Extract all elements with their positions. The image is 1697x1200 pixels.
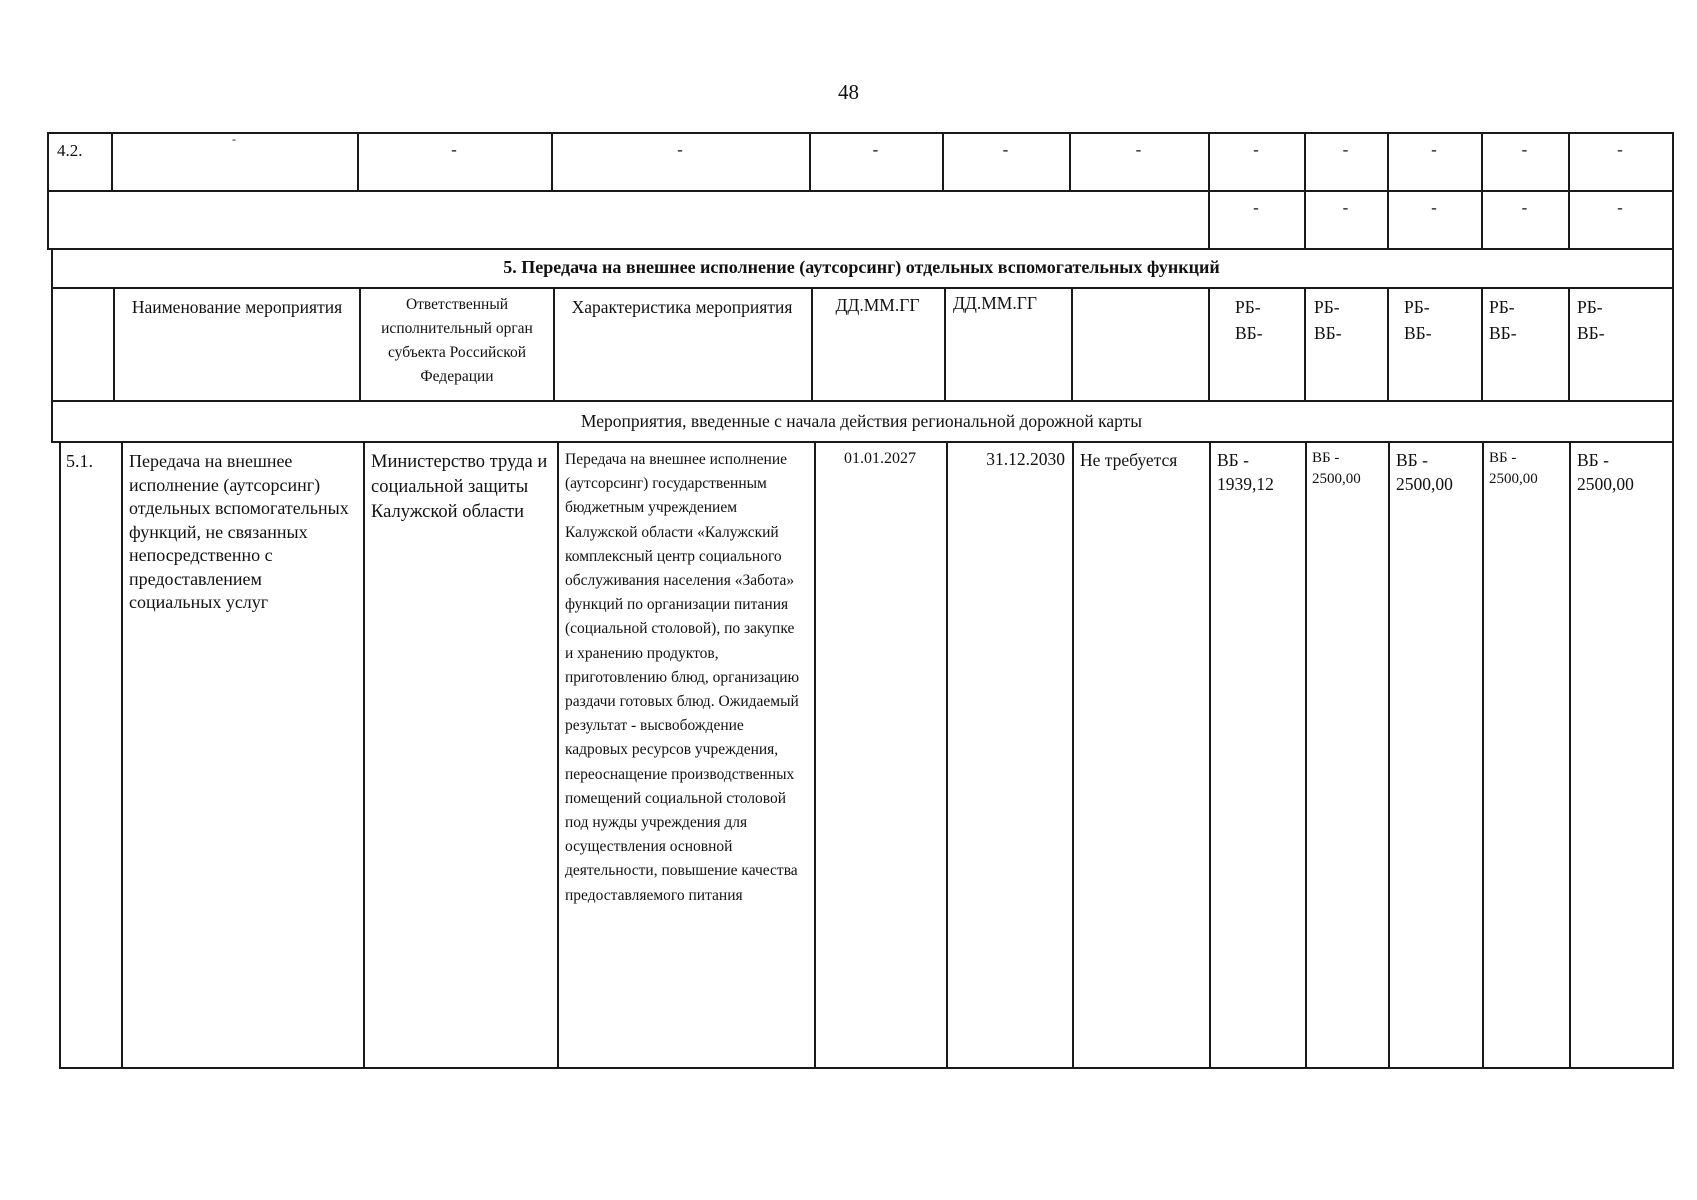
total-row-year: - bbox=[1617, 198, 1623, 217]
header-start-date: ДД.ММ.ГГ bbox=[835, 295, 920, 315]
row-4-2-year: - bbox=[1617, 140, 1623, 159]
row-5-1-end-date: 31.12.2030 bbox=[986, 449, 1065, 469]
row-4-2-start: - bbox=[872, 140, 879, 159]
row-5-1-year: ВБ - 2500,00 bbox=[1577, 450, 1634, 494]
total-row-year: - bbox=[1342, 198, 1349, 217]
header-year: РБ- ВБ- bbox=[1404, 297, 1432, 343]
header-year: РБ- ВБ- bbox=[1235, 297, 1263, 343]
row-4-2-year: - bbox=[1431, 140, 1437, 159]
header-organ: Ответственный исполнительный орган субъекта Российской Федерации bbox=[381, 296, 533, 385]
total-row-year: - bbox=[1521, 198, 1528, 217]
row-4-2-number: 4.2. bbox=[57, 141, 83, 160]
header-characteristic: Характеристика мероприятия bbox=[571, 297, 793, 317]
row-5-1-characteristic: Передача на внешнее исполнение (аутсорсинг) государственным бюджетным учреждением Калужской области «Калужский комплексный центр социального обслуживания населения «Забота» функций по организации питания (социальной столовой), по закупке и хранению продуктов, приготовлению блюд, организацию раздачи готовых блюд. Ожидаемый результат - высвобождение кадровых ресурсов учреждения, переоснащение производственных помещений социальной столовой под нужды учреждения для осуществления основной деятельности, повышение качества предоставляемого питания bbox=[565, 451, 800, 904]
page-number: 48 bbox=[838, 80, 859, 104]
roadmap-table bbox=[47, 132, 1674, 1068]
row-5-1-name: Передача на внешнее исполнение (аутсорсинг) отдельных вспомогательных функций, не связанных непосредственно с предоставлением социальных услуг bbox=[129, 451, 349, 612]
header-year: РБ- ВБ- bbox=[1314, 297, 1342, 343]
row-5-1-start-date: 01.01.2027 bbox=[844, 450, 916, 467]
row-4-2-end: - bbox=[1002, 140, 1009, 159]
row-4-2-characteristic: - bbox=[677, 140, 683, 159]
header-end-date: ДД.ММ.ГГ bbox=[953, 293, 1037, 313]
row-4-2-year: - bbox=[1253, 140, 1259, 159]
row-5-1-year: ВБ - 2500,00 bbox=[1312, 450, 1361, 487]
section-title: 5. Передача на внешнее исполнение (аутсорсинг) отдельных вспомогательных функций bbox=[503, 257, 1220, 277]
row-4-2-organ: - bbox=[451, 140, 457, 159]
row-5-1-year: ВБ - 2500,00 bbox=[1396, 450, 1453, 494]
section-subtitle: Мероприятия, введенные с начала действия региональной дорожной карты bbox=[580, 411, 1143, 431]
row-5-1-year: ВБ - 2500,00 bbox=[1489, 450, 1538, 487]
row-4-2-year: - bbox=[1521, 140, 1528, 159]
row-4-2-name: - bbox=[232, 132, 236, 146]
row-5-1-financing: Не требуется bbox=[1080, 450, 1178, 470]
total-row-year: - bbox=[1431, 198, 1437, 217]
row-5-1-organ: Министерство труда и социальной защиты Калужской области bbox=[371, 452, 548, 522]
header-year: РБ- ВБ- bbox=[1489, 297, 1517, 343]
row-5-1-year: ВБ - 1939,12 bbox=[1217, 450, 1274, 494]
row-4-2-year: - bbox=[1342, 140, 1349, 159]
header-year: РБ- ВБ- bbox=[1577, 297, 1605, 343]
row-4-2-financing: - bbox=[1135, 140, 1142, 159]
header-name: Наименование мероприятия bbox=[131, 297, 343, 317]
row-5-1-number: 5.1. bbox=[66, 451, 93, 471]
total-row-year: - bbox=[1253, 198, 1259, 217]
